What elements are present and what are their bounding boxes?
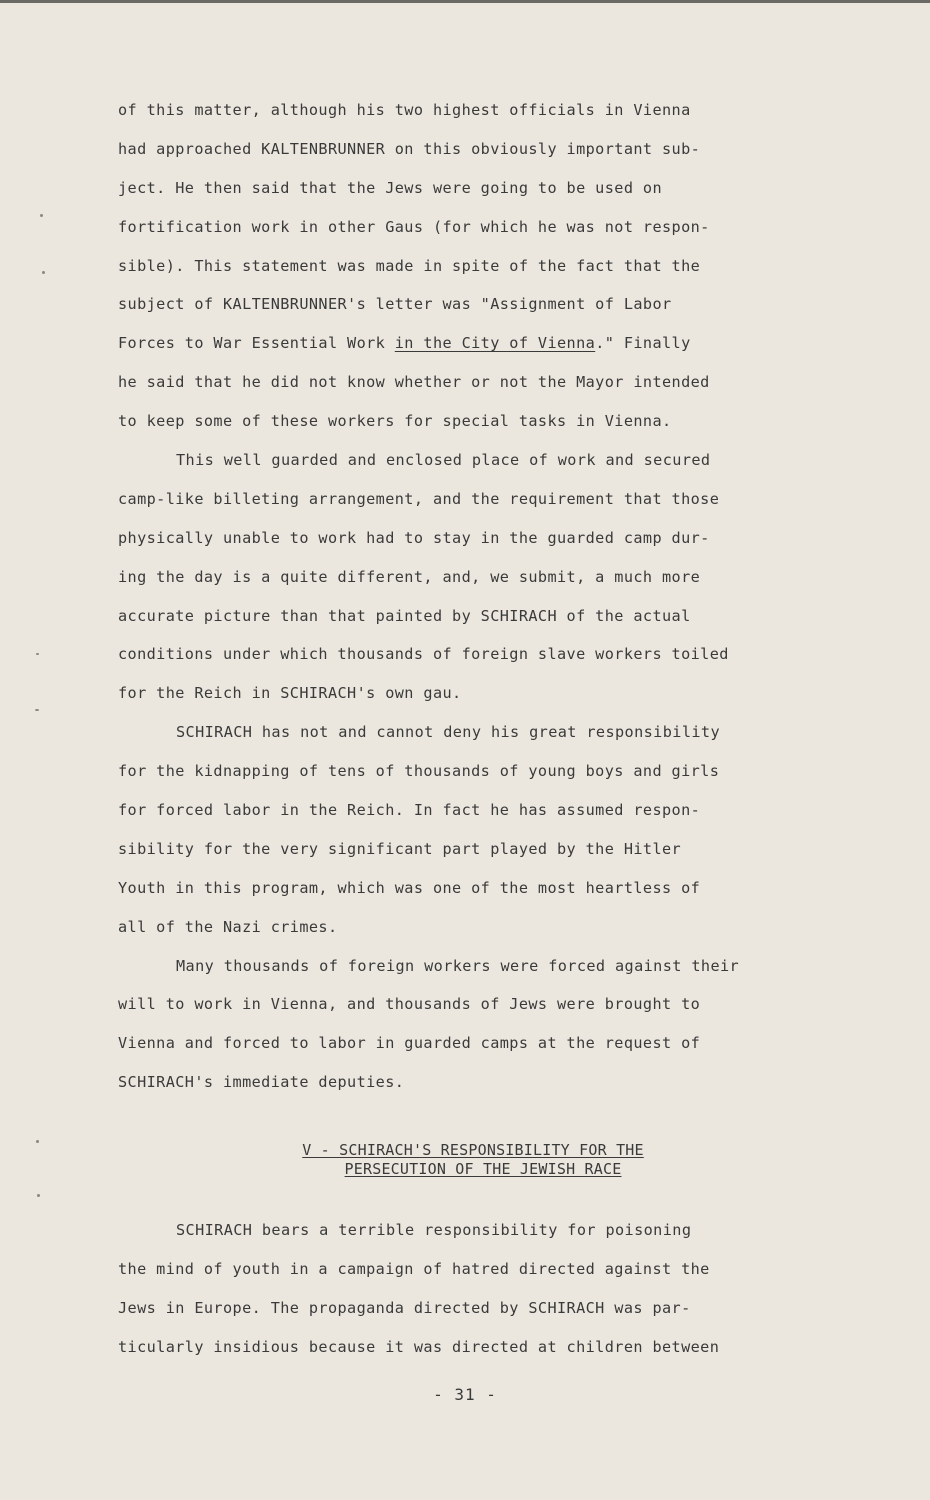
text-line: SCHIRACH's immediate deputies. bbox=[118, 1073, 405, 1092]
text-line: subject of KALTENBRUNNER's letter was "Assignment of Labor bbox=[118, 295, 672, 314]
text-line: conditions under which thousands of foreign slave workers toiled bbox=[118, 645, 729, 664]
body-text-upper bbox=[118, 91, 878, 1102]
text-line: accurate picture than that painted by SCHIRACH of the actual bbox=[118, 606, 691, 625]
text-line: ing the day is a quite different, and, we submit, a much more bbox=[118, 567, 701, 586]
text-line: physically unable to work had to stay in the guarded camp dur- bbox=[118, 528, 710, 547]
text-line: of this matter, although his two highest officials in Vienna bbox=[118, 101, 691, 119]
text-line: This well guarded and enclosed place of work and secured bbox=[176, 451, 711, 470]
section-heading bbox=[0, 1141, 930, 1179]
text-line: SCHIRACH bears a terrible responsibility for poisoning bbox=[176, 1221, 692, 1239]
text-line: Youth in this program, which was one of the most heartless of bbox=[118, 878, 701, 897]
body-text-lower bbox=[118, 1211, 878, 1367]
paper-speck bbox=[37, 1194, 40, 1197]
text-line bbox=[118, 324, 878, 363]
text-line: the mind of youth in a campaign of hatred directed against the bbox=[118, 1259, 710, 1278]
text-line: ticularly insidious because it was directed at children between bbox=[118, 1337, 720, 1356]
text-segment: ." Finally bbox=[595, 334, 691, 353]
text-line: ject. He then said that the Jews were going to be used on bbox=[118, 178, 662, 197]
text-line: he said that he did not know whether or not the Mayor intended bbox=[118, 373, 710, 392]
page-number: - 31 - bbox=[433, 1385, 497, 1404]
text-line: Vienna and forced to labor in guarded camps at the request of bbox=[118, 1034, 701, 1053]
text-line: sibility for the very significant part played by the Hitler bbox=[118, 839, 682, 858]
text-segment: Forces to War Essential Work bbox=[118, 334, 395, 353]
underlined-text: in the City of Vienna bbox=[394, 334, 596, 353]
text-line: camp-like billeting arrangement, and the requirement that those bbox=[118, 489, 720, 508]
text-line: for the kidnapping of tens of thousands of young boys and girls bbox=[118, 762, 720, 781]
section-heading-line: PERSECUTION OF THE JEWISH RACE bbox=[344, 1160, 622, 1178]
paper-speck bbox=[36, 1140, 39, 1143]
text-line: Many thousands of foreign workers were forced against their bbox=[176, 956, 740, 975]
paper-speck bbox=[35, 709, 39, 711]
paper-speck bbox=[40, 214, 43, 217]
paper-speck bbox=[36, 653, 39, 655]
text-line: SCHIRACH has not and cannot deny his great responsibility bbox=[176, 723, 720, 742]
section-heading-line: V - SCHIRACH'S RESPONSIBILITY FOR THE bbox=[302, 1141, 644, 1159]
text-line: fortification work in other Gaus (for which he was not respon- bbox=[118, 217, 710, 236]
text-line: for forced labor in the Reich. In fact he has assumed respon- bbox=[118, 801, 701, 820]
text-line: sible). This statement was made in spite of the fact that the bbox=[118, 256, 701, 275]
paper-speck bbox=[42, 271, 45, 274]
text-line: will to work in Vienna, and thousands of Jews were brought to bbox=[118, 995, 701, 1014]
text-line: all of the Nazi crimes. bbox=[118, 917, 338, 936]
text-line: Jews in Europe. The propaganda directed by SCHIRACH was par- bbox=[118, 1298, 691, 1317]
text-line: for the Reich in SCHIRACH's own gau. bbox=[118, 684, 462, 703]
text-line: had approached KALTENBRUNNER on this obviously important sub- bbox=[118, 139, 701, 158]
text-line: to keep some of these workers for special tasks in Vienna. bbox=[118, 412, 672, 431]
